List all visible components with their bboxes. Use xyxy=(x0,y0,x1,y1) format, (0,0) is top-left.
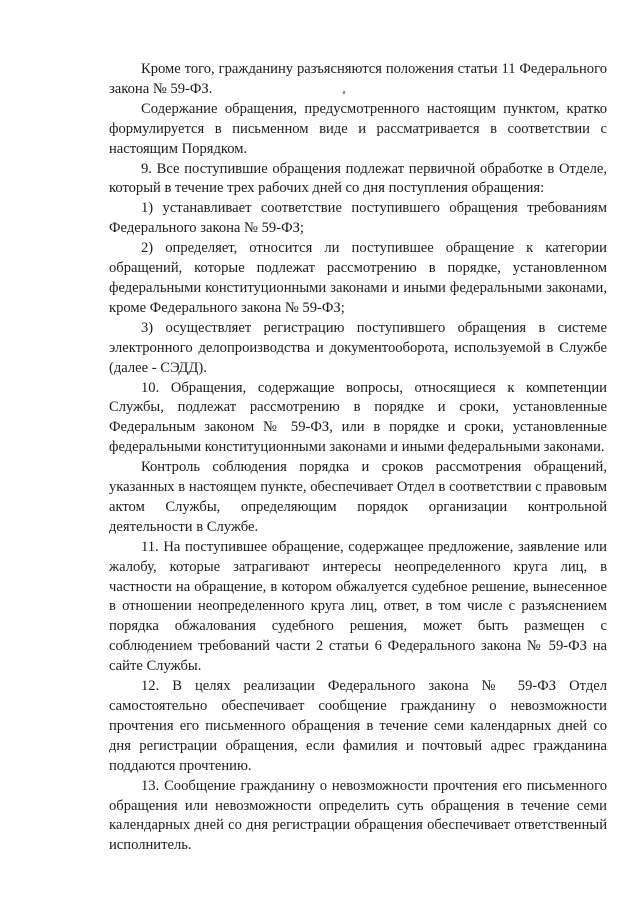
paragraph-item-11: 11. На поступившее обращение, содержащее предложение, заявление или жалобу, которые затрагивают интересы неопределенного круга лиц, в частности на обращение, в котором обжалуется судебное решение, вынесенное в отношении неопределенного круга лиц, ответ, в том числе с разъяснением порядка обжалования судебного решения, может быть размещен с соблюдением требований части 2 статьи 6 Федерального закона № 59-ФЗ на сайте Службы. xyxy=(109,538,607,675)
paragraph-item-9: 9. Все поступившие обращения подлежат первичной обработке в Отделе, который в течение трех рабочих дней со дня поступления обращения: xyxy=(109,160,607,197)
paragraph-explanation-article-11: Кроме того, гражданину разъясняются положения статьи 11 Федерального закона № 59-ФЗ. xyxy=(109,61,607,97)
document-body xyxy=(109,60,607,856)
paragraph-item-13: 13. Сообщение гражданину о невозможности прочтения его письменного обращения или невозможности определить суть обращения в течение семи календарных дней со дня регистрации обращения обеспечивает ответственный исполнитель. xyxy=(109,777,607,854)
paragraph-appeal-content: Содержание обращения, предусмотренного настоящим пунктом, кратко формулируется в письменном виде и рассматривается в соответствии с настоящим Порядком. xyxy=(109,100,607,157)
paragraph-item-9-3: 3) осуществляет регистрацию поступившего обращения в системе электронного делопроизводства и документооборота, используемой в Службе (далее - СЭДД). xyxy=(109,319,607,376)
paragraph-item-12: 12. В целях реализации Федерального закона № 59-ФЗ Отдел самостоятельно обеспечивает сообщение гражданину о невозможности прочтения его письменного обращения в течение семи календарных дней со дня регистрации обращения, если фамилия и почтовый адрес гражданина поддаются прочтению. xyxy=(109,678,607,774)
paragraph-item-9-1: 1) устанавливает соответствие поступившего обращения требованиям Федерального закона № 59-ФЗ; xyxy=(109,200,607,237)
paragraph-item-10: 10. Обращения, содержащие вопросы, относящиеся к компетенции Службы, подлежат рассмотрению в порядке и сроки, установленные Федеральным законом № 59-ФЗ, или в порядке и сроки, установленные федеральными конституционными законами и иными федеральными законами. xyxy=(109,379,607,456)
paragraph-item-9-2: 2) определяет, относится ли поступившее обращение к категории обращений, которые подлежат рассмотрению в порядке, установленном федеральными конституционными законами и иными федеральными законами, кроме Федерального закона № 59-ФЗ; xyxy=(109,240,607,316)
paragraph-item-10-control: Контроль соблюдения порядка и сроков рассмотрения обращений, указанных в настоящем пункте, обеспечивает Отдел в соответствии с правовым актом Службы, определяющим порядок организации контрольной деятельности в Службе. xyxy=(109,459,607,535)
